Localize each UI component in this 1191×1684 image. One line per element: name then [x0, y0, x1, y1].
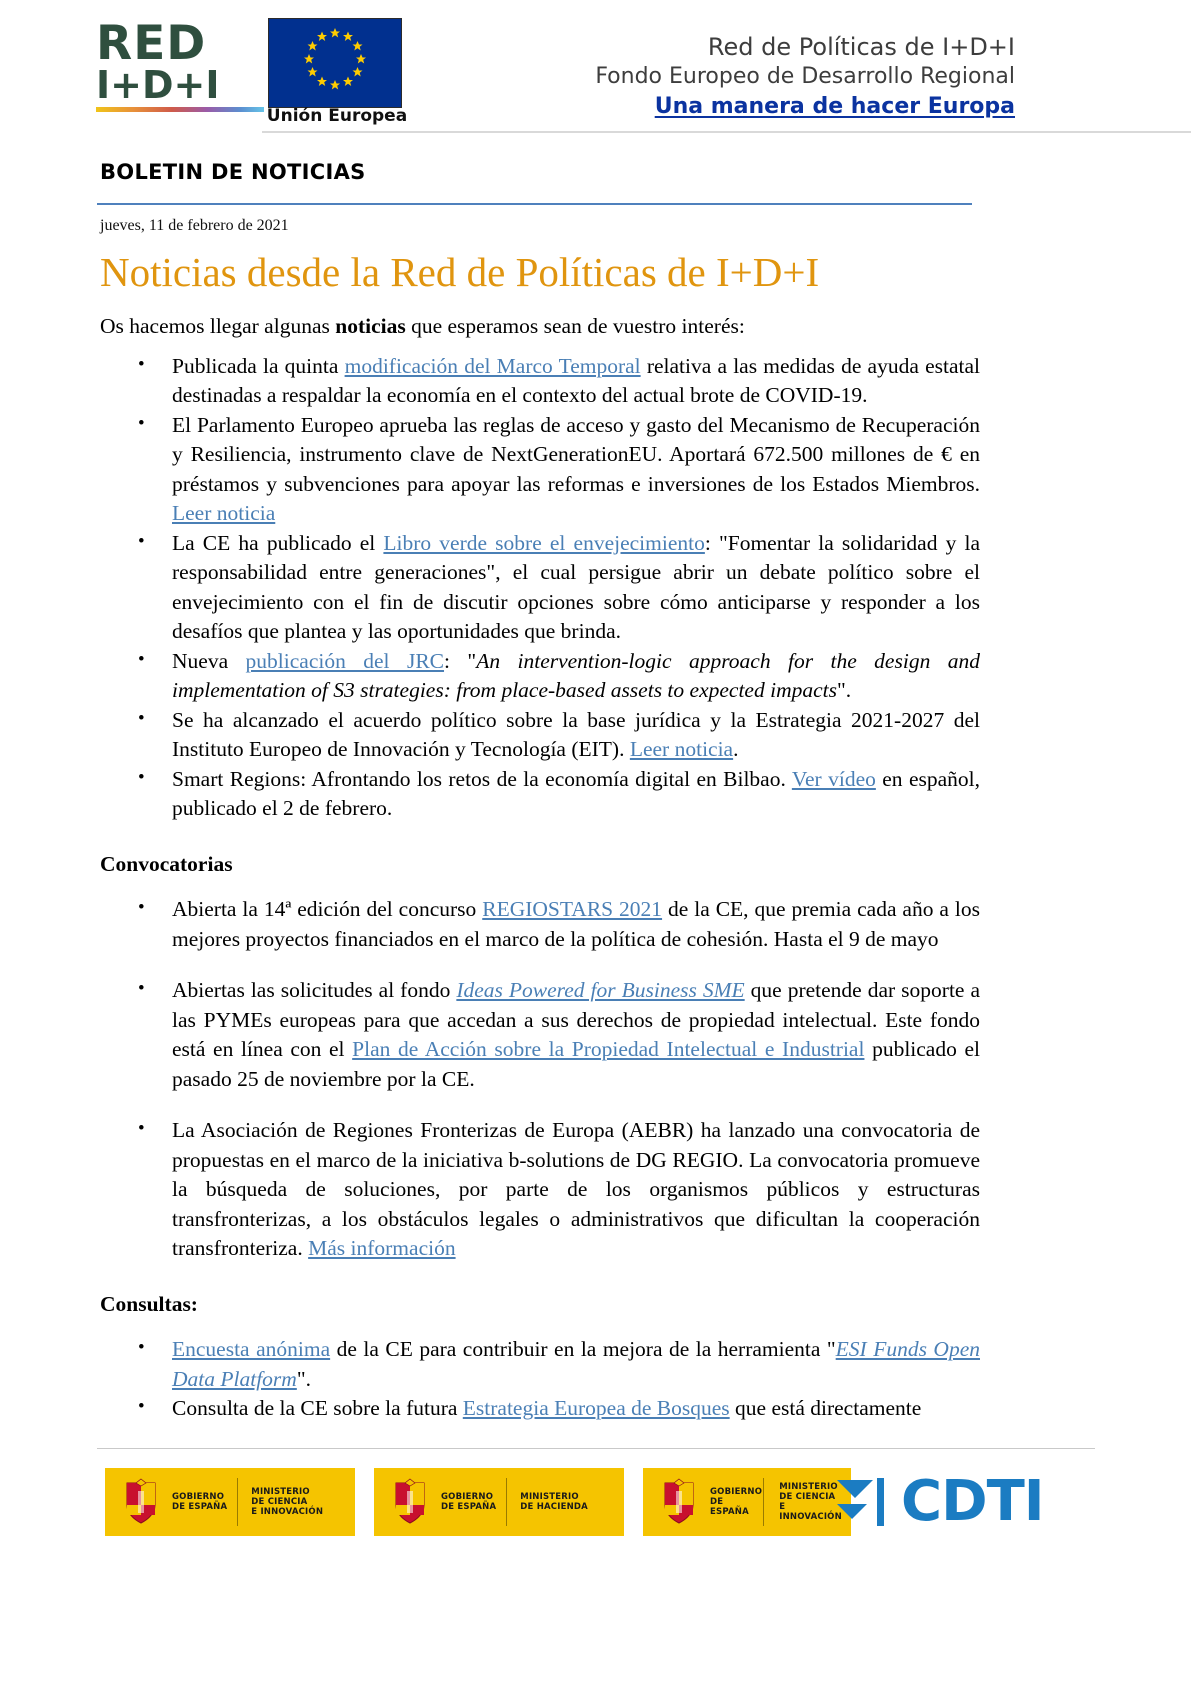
link-marco-temporal[interactable]: modificación del Marco Temporal — [344, 353, 641, 378]
header-line-1: Red de Políticas de I+D+I — [707, 33, 1015, 61]
ministry-name-text — [520, 1492, 588, 1512]
item-text-pre: El Parlamento Europeo aprueba las reglas de acceso y gasto del Mecanismo de Recuperación y Resiliencia, instrumento clave de NextGenerationEU. Aportará 672.500 millones de € en préstamos y subvenciones para apoyar las reformas e inversiones de los Estados Miembros. — [172, 412, 980, 496]
header-divider — [262, 131, 1191, 133]
lead-text-2: que esperamos sean de vuestro interés: — [405, 314, 745, 338]
gov-line-2: DE ESPAÑA — [172, 1502, 228, 1512]
item-text-pre: Consulta de la CE sobre la futura — [172, 1396, 463, 1420]
ministry-logo-separator — [506, 1478, 507, 1526]
header-line-2: Fondo Europeo de Desarrollo Regional — [595, 64, 1015, 89]
eu-stars-icon — [269, 19, 401, 107]
item-text-post: en español, publicado el 2 de febrero. — [172, 766, 981, 820]
page-title: Noticias desde la Red de Políticas de I+D+I — [100, 249, 820, 295]
item-text-post: relativa a las medidas de ayuda estatal destinadas a respaldar la economía en el contexto del actual brote de COVID-19. — [172, 353, 980, 407]
ministry-logo-text — [172, 1492, 227, 1512]
list-item — [100, 647, 980, 706]
ministry-line-1: MINISTERIO — [520, 1492, 579, 1502]
link-estrategia-bosques[interactable]: Estrategia Europea de Bosques — [462, 1396, 730, 1420]
item-text-mid: que pretende dar soporte a las PYMEs europeas para que accedan a sus derechos de propiedad intelectual. Este fondo está en línea con el — [172, 978, 980, 1061]
ministry-line-1: MINISTERIO — [251, 1487, 310, 1497]
lead-paragraph — [100, 312, 980, 342]
eu-caption: Unión Europea — [266, 106, 408, 126]
gov-line-1: GOBIERNO — [710, 1487, 763, 1497]
item-text-post: : " — [444, 648, 477, 673]
item-text-post: de la CE, que premia cada año a los mejores proyectos financiados en el marco de la política de cohesión. Hasta el 9 de mayo — [172, 897, 980, 951]
ministry-logo-separator — [237, 1478, 238, 1526]
list-item — [100, 352, 980, 411]
link-publicacion-jrc[interactable]: publicación del JRC — [245, 648, 445, 673]
gov-line-1: GOBIERNO — [441, 1492, 494, 1502]
list-item — [100, 1335, 980, 1394]
spain-coat-of-arms-icon — [388, 1477, 432, 1527]
consultas-list — [100, 1335, 980, 1424]
red-idi-logo-top: RED — [96, 16, 207, 71]
ministry-logo-text — [441, 1492, 496, 1512]
rainbow-bar — [96, 107, 264, 112]
spain-coat-of-arms-icon — [119, 1477, 163, 1527]
section-heading-convocatorias: Convocatorias — [100, 851, 233, 876]
lead-text-1: Os hacemos llegar algunas — [100, 314, 336, 338]
link-libro-verde[interactable]: Libro verde sobre el envejecimiento — [383, 530, 705, 555]
link-regiostars[interactable]: REGIOSTARS 2021 — [482, 897, 663, 921]
link-encuesta-anonima[interactable]: Encuesta anónima — [172, 1337, 331, 1361]
red-idi-logo-bottom: I+D+I — [96, 63, 220, 107]
page-header — [0, 0, 1191, 150]
eu-flag-icon — [268, 18, 402, 108]
item-text-mid: de la CE para contribuir en la mejora de la herramienta " — [330, 1337, 836, 1361]
list-item — [100, 765, 980, 824]
title-divider — [97, 203, 972, 205]
link-mas-informacion[interactable]: Más información — [308, 1236, 456, 1260]
item-text-pre: La CE ha publicado el — [172, 530, 384, 555]
boletin-heading: BOLETIN DE NOTICIAS — [100, 160, 366, 184]
ministry-logo-text — [710, 1487, 765, 1517]
item-text-pre: Abiertas las solicitudes al fondo — [172, 978, 457, 1002]
lead-bold: noticias — [335, 314, 406, 338]
item-text-post: publicado el pasado 25 de noviembre por la CE. — [172, 1037, 980, 1091]
list-item — [100, 1394, 980, 1424]
list-item — [100, 895, 980, 954]
item-text-italic: An intervention-logic approach for the design and implementation of S3 strategies: from place-based assets to expected impacts — [172, 648, 980, 702]
cdti-logo — [833, 1470, 1093, 1534]
item-text-post: ". — [296, 1366, 311, 1391]
item-text-post: que está directamente — [729, 1396, 922, 1420]
link-leer-noticia-rrf[interactable]: Leer noticia — [172, 501, 276, 525]
red-idi-logo — [96, 16, 266, 114]
item-text-tail: ". — [836, 678, 852, 702]
ministry-line-2: DE CIENCIA — [779, 1492, 836, 1502]
ministry-name-text — [251, 1487, 323, 1517]
ministry-logo-ciencia-2 — [643, 1468, 851, 1536]
ministry-line-3: E INNOVACIÓN — [251, 1507, 324, 1517]
ministry-line-1: MINISTERIO — [779, 1482, 838, 1492]
item-text-pre: Publicada la quinta — [172, 353, 345, 378]
gov-line-2: DE ESPAÑA — [710, 1497, 749, 1517]
ministry-line-3: E INNOVACIÓN — [779, 1502, 842, 1522]
list-item — [100, 976, 980, 1094]
item-text-pre: Smart Regions: Afrontando los retos de la economía digital en Bilbao. — [172, 766, 792, 791]
ministry-logo-hacienda — [374, 1468, 624, 1536]
item-text-pre: Abierta la 14ª edición del concurso — [172, 897, 483, 921]
list-item — [100, 706, 980, 765]
item-text-pre: La Asociación de Regiones Fronterizas de Europa (AEBR) ha lanzado una convocatoria de propuestas en el marco de la iniciativa b-solutions de DG REGIO. La convocatoria promueve la búsqueda de soluciones, por parte de los organismos públicos y estructuras transfronterizas, a los obstáculos legales o administrativos que dificultan la cooperación transfronteriza. — [172, 1118, 980, 1260]
document-body — [100, 312, 980, 1424]
link-esi-funds-platform[interactable]: ESI Funds Open Data Platform — [172, 1337, 980, 1391]
link-ver-video[interactable]: Ver vídeo — [791, 766, 876, 791]
page-footer — [97, 1468, 1097, 1544]
item-text-pre: Nueva — [172, 648, 246, 673]
list-item — [100, 529, 980, 647]
item-text-post: : "Fomentar la solidaridad y la responsabilidad entre generaciones", el cual persigue abrir un debate político sobre el envejecimiento con el fin de discutir opciones sobre cómo anticiparse y responder a los desafíos que plantea y las oportunidades que brinda. — [172, 530, 980, 643]
ministry-line-2: DE CIENCIA — [251, 1497, 308, 1507]
item-text-pre: Se ha alcanzado el acuerdo político sobre la base jurídica y la Estrategia 2021-2027 del Instituto Europeo de Innovación y Tecnología (EIT). — [172, 707, 980, 761]
convocatorias-list — [100, 895, 980, 1264]
ministry-line-2: DE HACIENDA — [520, 1502, 588, 1512]
footer-divider — [97, 1448, 1095, 1449]
link-plan-accion-propiedad[interactable]: Plan de Acción sobre la Propiedad Intelectual e Industrial — [352, 1037, 865, 1061]
document-date: jueves, 11 de febrero de 2021 — [100, 217, 289, 234]
header-title-block — [595, 32, 1015, 122]
list-item — [100, 1116, 980, 1264]
cdti-mark-icon — [833, 1474, 895, 1530]
ministry-logo-ciencia-1 — [105, 1468, 355, 1536]
news-list — [100, 352, 980, 824]
ministry-logo-separator — [763, 1478, 764, 1526]
section-heading-consultas: Consultas: — [100, 1291, 198, 1316]
cdti-wordmark: CDTI — [901, 1469, 1044, 1534]
list-item — [100, 411, 980, 529]
link-leer-noticia-eit[interactable]: Leer noticia — [629, 737, 734, 761]
item-text-post: . — [733, 737, 739, 761]
link-ideas-powered-sme[interactable]: Ideas Powered for Business SME — [456, 978, 745, 1002]
spain-coat-of-arms-icon — [657, 1477, 701, 1527]
header-line-3: Una manera de hacer Europa — [654, 94, 1015, 119]
gov-line-2: DE ESPAÑA — [441, 1502, 497, 1512]
gov-line-1: GOBIERNO — [172, 1492, 225, 1502]
